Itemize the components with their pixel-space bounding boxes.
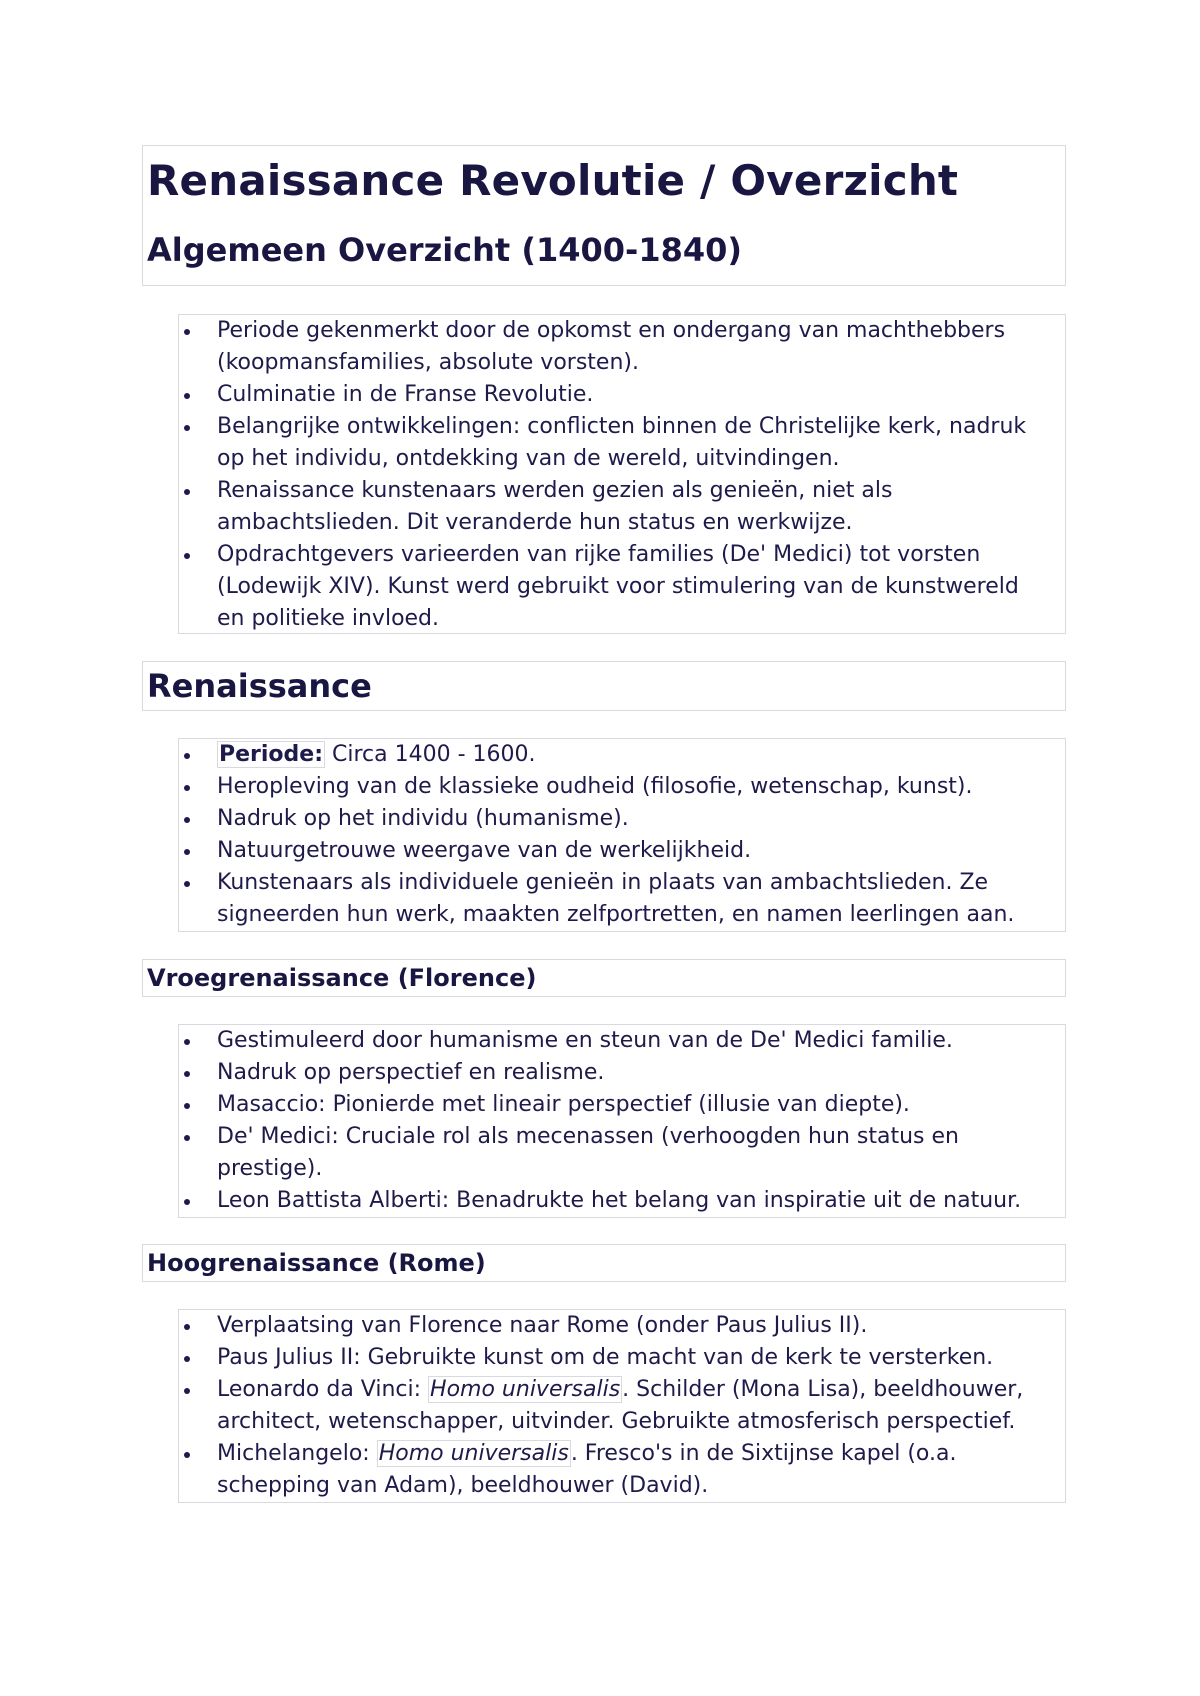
list-item: Culminatie in de Franse Revolutie. (179, 379, 1049, 411)
michelangelo-text: . Fresco's in de Sixtijnse kapel (o.a. schepping van Adam), beeldhouwer (David). (217, 1441, 957, 1498)
list-item: Natuurgetrouwe weergave van de werkelijkheid. (179, 835, 1049, 867)
section-heading-overzicht: Algemeen Overzicht (1400-1840) (147, 231, 742, 269)
list-item: De' Medici: Cruciale rol als mecenassen (verhoogden hun status en prestige). (179, 1121, 1049, 1185)
list-item: Periode gekenmerkt door de opkomst en ondergang van machthebbers (koopmansfamilies, absolute vorsten). (179, 315, 1049, 379)
bullet-list (179, 1025, 1049, 1217)
michelangelo-term: Homo universalis (378, 1441, 569, 1466)
list-item (179, 739, 1049, 771)
section-list-renaissance (178, 738, 1066, 932)
section-heading-hoogrenaissance: Hoogrenaissance (Rome) (147, 1249, 486, 1277)
section-heading-box-hoogrenaissance (142, 1244, 1066, 1282)
bullet-list (179, 1310, 1049, 1502)
leonardo-term: Homo universalis (430, 1377, 621, 1402)
list-item: Masaccio: Pionierde met lineair perspectief (illusie van diepte). (179, 1089, 1049, 1121)
period-label: Periode: (219, 742, 324, 767)
list-item: Gestimuleerd door humanisme en steun van de De' Medici familie. (179, 1025, 1049, 1057)
bullet-list (179, 739, 1049, 931)
title-block (142, 145, 1066, 286)
list-item: Nadruk op perspectief en realisme. (179, 1057, 1049, 1089)
section-heading-box-renaissance (142, 661, 1066, 711)
list-item (179, 1438, 1049, 1502)
list-item (179, 1374, 1049, 1438)
leonardo-name: Leonardo da Vinci: (217, 1377, 429, 1402)
section-list-vroegrenaissance (178, 1024, 1066, 1218)
section-list-hoogrenaissance (178, 1309, 1066, 1503)
section-heading-vroegrenaissance: Vroegrenaissance (Florence) (147, 964, 537, 992)
section-heading-renaissance: Renaissance (147, 667, 372, 705)
list-item: Verplaatsing van Florence naar Rome (onder Paus Julius II). (179, 1310, 1049, 1342)
list-item: Renaissance kunstenaars werden gezien als genieën, niet als ambachtslieden. Dit veranderde hun status en werkwijze. (179, 475, 1049, 539)
list-item: Paus Julius II: Gebruikte kunst om de macht van de kerk te versterken. (179, 1342, 1049, 1374)
list-item: Nadruk op het individu (humanisme). (179, 803, 1049, 835)
section-list-overzicht (178, 314, 1066, 634)
bullet-list (179, 315, 1049, 635)
period-text: Circa 1400 - 1600. (325, 742, 536, 767)
list-item: Leon Battista Alberti: Benadrukte het belang van inspiratie uit de natuur. (179, 1185, 1049, 1217)
list-item: Opdrachtgevers varieerden van rijke families (De' Medici) tot vorsten (Lodewijk XIV). Kunst werd gebruikt voor stimulering van de kunstwereld en politieke invloed. (179, 539, 1049, 635)
page-title: Renaissance Revolutie / Overzicht (147, 156, 959, 205)
list-item: Heropleving van de klassieke oudheid (filosofie, wetenschap, kunst). (179, 771, 1049, 803)
list-item: Kunstenaars als individuele genieën in plaats van ambachtslieden. Ze signeerden hun werk, maakten zelfportretten, en namen leerlingen aan. (179, 867, 1049, 931)
leonardo-text: . Schilder (Mona Lisa), beeldhouwer, architect, wetenschapper, uitvinder. Gebruikte atmosferisch perspectief. (217, 1377, 1024, 1434)
list-item: Belangrijke ontwikkelingen: conflicten binnen de Christelijke kerk, nadruk op het individu, ontdekking van de wereld, uitvindingen. (179, 411, 1049, 475)
section-heading-box-vroegrenaissance (142, 959, 1066, 997)
michelangelo-name: Michelangelo: (217, 1441, 377, 1466)
